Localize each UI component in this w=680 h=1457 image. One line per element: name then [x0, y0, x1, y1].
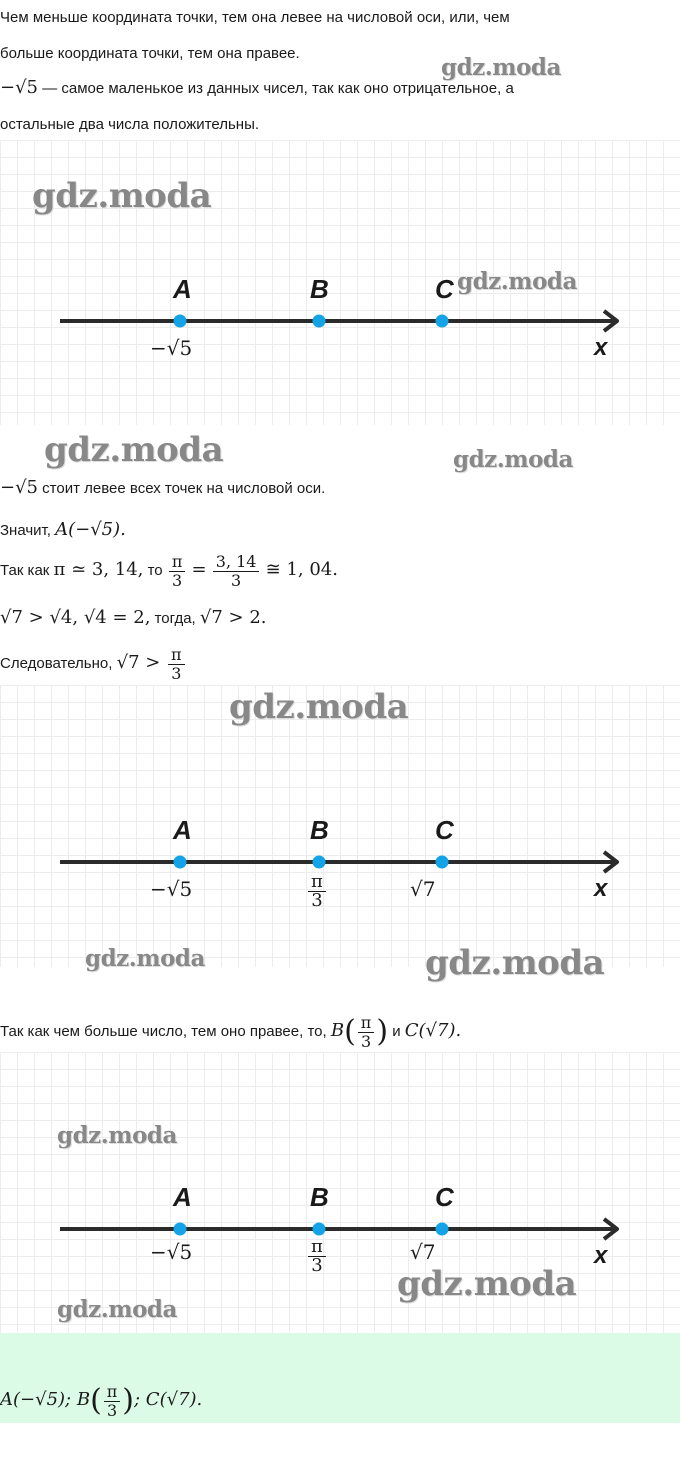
coord-b-label: $\frac{\pi}{3}$ — [308, 1238, 326, 1275]
mid-line-5 — [0, 640, 187, 686]
point-b-dot — [313, 856, 326, 869]
mid-line-1-text: стоит левее всех точек на числовой оси. — [38, 480, 326, 497]
fraction-pi-over-3: $\frac{\pi}{3}$ — [169, 553, 186, 590]
intro-line-1: Чем меньше координата точки, тем она левее на числовой оси, или, чем — [0, 9, 510, 26]
point-a-label: A — [173, 1182, 192, 1212]
mid-line-3 — [0, 546, 338, 594]
conclusion-and: и — [388, 1023, 405, 1040]
coord-a-label: −√5 — [150, 877, 193, 901]
watermark: gdz.moda — [32, 176, 212, 216]
coord-a-label: −√5 — [150, 1240, 193, 1264]
intro-line-4: остальные два числа положительны. — [0, 116, 260, 133]
answer-part-c: ; C(√7). — [134, 1389, 203, 1410]
point-c-dot — [436, 856, 449, 869]
mid-line-4-text: тогда, — [150, 610, 200, 627]
intro-line-3 — [0, 78, 514, 99]
point-a-dot — [174, 856, 187, 869]
watermark: gdz.moda — [57, 1296, 177, 1323]
number-line-2 — [0, 685, 680, 967]
mid-line-5-text: Следовательно, — [0, 655, 117, 672]
answer-box — [0, 1333, 680, 1423]
mid-math-eq: = — [191, 559, 207, 580]
mid-math-sqrt-compare: √7 > √4, √4 = 2, — [0, 607, 151, 628]
conclusion-line: Так как чем больше число, тем оно правее, то, B( $\frac{\pi}{3}$ ) и C(√7). — [0, 1012, 462, 1051]
fraction-pi-over-3: $\frac{\pi}{3}$ — [168, 646, 185, 683]
conclusion-math-c: C(√7). — [404, 1020, 462, 1041]
coord-c-label: √7 — [410, 1240, 436, 1264]
answer-part-a: A(−√5); B — [0, 1389, 91, 1410]
mid-line-2 — [0, 520, 126, 541]
watermark: gdz.moda — [425, 943, 605, 983]
conclusion-math-b: B — [330, 1020, 345, 1041]
watermark: gdz.moda — [453, 446, 573, 473]
watermark: gdz.moda — [44, 430, 224, 470]
mid-line-1 — [0, 478, 325, 499]
point-b-label: B — [310, 1182, 329, 1212]
watermark: gdz.moda — [457, 268, 577, 295]
point-c-label: C — [435, 274, 454, 304]
figure-1 — [0, 140, 680, 425]
point-b-dot — [313, 1223, 326, 1236]
mid-line-3-text: Так как — [0, 562, 54, 579]
coord-a-label: −√5 — [150, 336, 193, 360]
mid-line-2-text: Значит, — [0, 522, 56, 539]
mid-math-a: A(−√5). — [55, 519, 126, 540]
point-a-label: A — [173, 274, 192, 304]
point-a-dot — [174, 1223, 187, 1236]
point-a-dot — [174, 315, 187, 328]
point-c-label: C — [435, 815, 454, 845]
watermark: gdz.moda — [57, 1122, 177, 1149]
point-c-label: C — [435, 1182, 454, 1212]
mid-line-4 — [0, 608, 267, 629]
intro-math-neg-sqrt5: −√5 — [0, 77, 39, 98]
axis-label-x: x — [594, 1242, 608, 1269]
mid-math-neg-sqrt5: −√5 — [0, 477, 39, 498]
mid-line-3-to: то — [143, 562, 167, 579]
number-line-3 — [0, 1052, 680, 1334]
coord-c-label: √7 — [410, 877, 436, 901]
fraction-314-over-3: $\frac{3, 14}{3}$ — [213, 553, 260, 590]
coord-b-label: $\frac{\pi}{3}$ — [308, 873, 326, 910]
point-a-label: A — [173, 815, 192, 845]
axis-label-x: x — [594, 334, 608, 361]
intro-line-2: больше координата точки, тем она правее. — [0, 45, 300, 62]
point-c-dot — [436, 1223, 449, 1236]
fraction-pi-over-3: $\frac{\pi}{3}$ — [358, 1014, 375, 1051]
point-b-label: B — [310, 815, 329, 845]
watermark: gdz.moda — [229, 687, 409, 727]
conclusion-text: Так как чем больше число, тем оно правее, то, — [0, 1023, 331, 1040]
figure-3 — [0, 1052, 680, 1334]
figure-2 — [0, 685, 680, 983]
mid-math-sqrt7-gt-2: √7 > 2. — [199, 607, 267, 628]
point-c-dot — [436, 315, 449, 328]
mid-math-sqrt7-gt: √7 > — [116, 652, 167, 673]
fraction-pi-over-3: $\frac{\pi}{3}$ — [104, 1383, 121, 1420]
mid-math-approx-result: ≅ 1, 04. — [265, 559, 338, 580]
answer-line: A(−√5); B( $\frac{\pi}{3}$ ); C(√7). — [0, 1381, 203, 1420]
point-b-label: B — [310, 274, 329, 304]
point-b-dot — [313, 315, 326, 328]
intro-line-3-text: — самое маленькое из данных чисел, так как оно отрицательное, а — [38, 80, 514, 97]
watermark: gdz.moda — [441, 54, 561, 81]
watermark: gdz.moda — [85, 945, 205, 972]
watermark: gdz.moda — [397, 1264, 577, 1304]
axis-label-x: x — [594, 875, 608, 902]
mid-math-pi-approx: π ≃ 3, 14, — [53, 559, 144, 580]
